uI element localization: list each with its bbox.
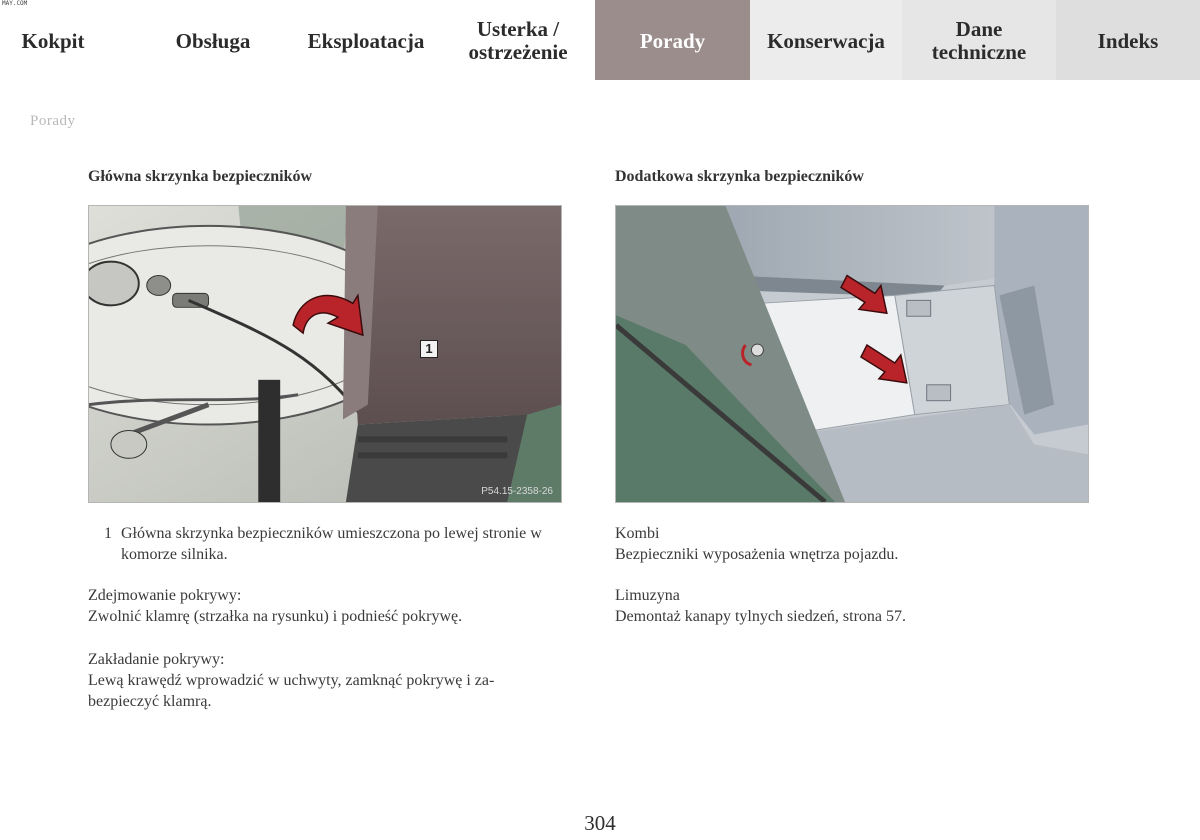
install-cover-block — [88, 649, 564, 712]
remove-cover-block — [88, 585, 564, 627]
engine-bay-illustration — [89, 206, 561, 502]
chapter-tab-bar — [0, 0, 1200, 80]
kombi-text: Bezpieczniki wyposażenia wnętrza pojazdu. — [615, 546, 899, 563]
figure-callout-1: 1 — [420, 340, 438, 358]
figure-code: P54.15-2358-26 — [481, 486, 553, 497]
tab-obsluga[interactable]: Obsługa — [175, 28, 251, 53]
sedan-title: Limuzyna — [615, 587, 680, 604]
remove-cover-title: Zdejmowanie pokrywy: — [88, 587, 242, 604]
fusebox-item-1 — [104, 523, 564, 565]
install-cover-text: Lewą krawędź wprowadzić w uchwyty, zamknąć pokrywę i za-bezpieczyć klamrą. — [88, 672, 495, 710]
kombi-block — [615, 523, 1085, 565]
tab-indeks[interactable]: Indeks — [1056, 0, 1200, 80]
tab-porady[interactable]: Porady — [595, 0, 750, 80]
item-number: 1 — [104, 525, 112, 542]
tab-usterka-ostrzezenie[interactable]: Usterka / ostrzeżenie — [468, 17, 568, 64]
interior-fusebox-illustration — [616, 206, 1088, 502]
kombi-title: Kombi — [615, 525, 660, 542]
main-fusebox-figure — [88, 205, 562, 503]
install-cover-title: Zakładanie pokrywy: — [88, 651, 225, 668]
item-text: Główna skrzynka bezpieczników umieszczona po lewej stronie w komorze silnika. — [121, 525, 542, 563]
section-marker: Porady — [30, 113, 76, 129]
tab-dane-techniczne[interactable]: Dane techniczne — [902, 0, 1056, 80]
extra-fusebox-figure — [615, 205, 1089, 503]
remove-cover-text: Zwolnić klamrę (strzałka na rysunku) i podnieść pokrywę. — [88, 608, 463, 625]
tab-eksploatacja[interactable]: Eksploatacja — [307, 28, 425, 53]
main-fusebox-heading: Główna skrzynka bezpieczników — [88, 168, 313, 185]
tab-konserwacja[interactable]: Konserwacja — [750, 0, 902, 80]
corner-watermark: MAY.COM — [2, 0, 28, 7]
sedan-text: Demontaż kanapy tylnych siedzeń, strona 57. — [615, 608, 907, 625]
tab-kokpit[interactable]: Kokpit — [21, 28, 85, 53]
sedan-block — [615, 585, 1085, 627]
page-number: 304 — [584, 811, 616, 835]
extra-fusebox-heading: Dodatkowa skrzynka bezpieczników — [615, 168, 864, 185]
